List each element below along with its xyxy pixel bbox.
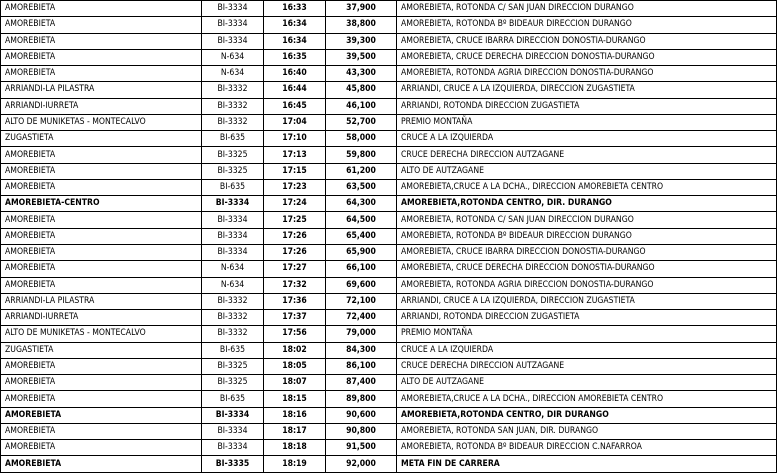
km-cell: 58,000	[326, 131, 397, 147]
place-cell: AMOREBIETA	[1, 66, 202, 82]
time-cell: 16:45	[264, 98, 326, 114]
table-row	[1, 423, 777, 439]
time-cell: 18:16	[264, 407, 326, 423]
table-row	[1, 293, 777, 309]
road-cell: BI-3334	[202, 196, 264, 212]
road-cell: BI-3332	[202, 326, 264, 342]
road-cell: BI-3334	[202, 244, 264, 260]
km-cell: 65,400	[326, 228, 397, 244]
place-cell: AMOREBIETA	[1, 49, 202, 65]
description-cell: PREMIO MONTAÑA	[397, 114, 777, 130]
time-cell: 17:23	[264, 179, 326, 195]
place-cell: AMOREBIETA	[1, 456, 202, 472]
time-cell: 16:34	[264, 17, 326, 33]
description-cell: AMOREBIETA, ROTONDA Bº BIDEAUR DIRECCION DURANGO	[397, 228, 777, 244]
place-cell: AMOREBIETA	[1, 147, 202, 163]
km-cell: 61,200	[326, 163, 397, 179]
place-cell: AMOREBIETA	[1, 407, 202, 423]
table-row	[1, 391, 777, 407]
road-cell: BI-3334	[202, 33, 264, 49]
road-cell: BI-3332	[202, 310, 264, 326]
road-cell: BI-635	[202, 342, 264, 358]
road-cell: BI-3332	[202, 98, 264, 114]
road-cell: BI-3334	[202, 228, 264, 244]
km-cell: 84,300	[326, 342, 397, 358]
description-cell: META FIN DE CARRERA	[397, 456, 777, 472]
table-row	[1, 98, 777, 114]
time-cell: 17:04	[264, 114, 326, 130]
place-cell: ARRIANDI-LA PILASTRA	[1, 293, 202, 309]
road-cell: BI-3325	[202, 375, 264, 391]
description-cell: PREMIO MONTAÑA	[397, 326, 777, 342]
description-cell: AMOREBIETA, ROTONDA AGRIA DIRECCION DONOSTIA-DURANGO	[397, 277, 777, 293]
place-cell: AMOREBIETA	[1, 358, 202, 374]
road-cell: BI-3332	[202, 293, 264, 309]
km-cell: 91,500	[326, 440, 397, 456]
road-cell: BI-3332	[202, 114, 264, 130]
time-cell: 18:17	[264, 423, 326, 439]
place-cell: ARRIANDI-IURRETA	[1, 310, 202, 326]
description-cell: AMOREBIETA, CRUCE IBARRA DIRECCION DONOSTIA-DURANGO	[397, 33, 777, 49]
description-cell: AMOREBIETA,ROTONDA CENTRO, DIR DURANGO	[397, 407, 777, 423]
road-cell: BI-635	[202, 131, 264, 147]
road-cell: BI-3334	[202, 17, 264, 33]
time-cell: 17:24	[264, 196, 326, 212]
time-cell: 17:37	[264, 310, 326, 326]
place-cell: ALTO DE MUNIKETAS - MONTECALVO	[1, 326, 202, 342]
km-cell: 64,300	[326, 196, 397, 212]
road-cell: BI-635	[202, 179, 264, 195]
km-cell: 86,100	[326, 358, 397, 374]
km-cell: 64,500	[326, 212, 397, 228]
road-cell: BI-3334	[202, 212, 264, 228]
km-cell: 79,000	[326, 326, 397, 342]
place-cell: AMOREBIETA-CENTRO	[1, 196, 202, 212]
road-cell: BI-3325	[202, 358, 264, 374]
table-row	[1, 163, 777, 179]
description-cell: AMOREBIETA, CRUCE DERECHA DIRECCION DONOSTIA-DURANGO	[397, 261, 777, 277]
road-cell: BI-3334	[202, 407, 264, 423]
road-cell: N-634	[202, 49, 264, 65]
place-cell: ARRIANDI-IURRETA	[1, 98, 202, 114]
description-cell: CRUCE A LA IZQUIERDA	[397, 131, 777, 147]
km-cell: 90,800	[326, 423, 397, 439]
description-cell: ALTO DE AUTZAGANE	[397, 163, 777, 179]
road-cell: BI-635	[202, 391, 264, 407]
description-cell: CRUCE DERECHA DIRECCION AUTZAGANE	[397, 358, 777, 374]
km-cell: 65,900	[326, 244, 397, 260]
table-row	[1, 196, 777, 212]
table-row	[1, 407, 777, 423]
road-cell: BI-3325	[202, 163, 264, 179]
table-row	[1, 277, 777, 293]
table-row	[1, 456, 777, 472]
road-cell: N-634	[202, 261, 264, 277]
time-cell: 17:32	[264, 277, 326, 293]
place-cell: ARRIANDI-LA PILASTRA	[1, 82, 202, 98]
time-cell: 18:07	[264, 375, 326, 391]
time-cell: 16:34	[264, 33, 326, 49]
time-cell: 17:10	[264, 131, 326, 147]
description-cell: AMOREBIETA, ROTONDA Bº BIDEAUR DIRECCION DURANGO	[397, 17, 777, 33]
km-cell: 52,700	[326, 114, 397, 130]
place-cell: ALTO DE MUNIKETAS - MONTECALVO	[1, 114, 202, 130]
table-row	[1, 212, 777, 228]
time-cell: 18:02	[264, 342, 326, 358]
time-cell: 16:33	[264, 1, 326, 17]
time-cell: 17:56	[264, 326, 326, 342]
road-cell: BI-3335	[202, 456, 264, 472]
table-row	[1, 358, 777, 374]
km-cell: 87,400	[326, 375, 397, 391]
table-row	[1, 66, 777, 82]
time-cell: 16:35	[264, 49, 326, 65]
route-table-body	[1, 1, 777, 473]
road-cell: BI-3334	[202, 1, 264, 17]
table-row	[1, 114, 777, 130]
table-row	[1, 261, 777, 277]
place-cell: AMOREBIETA	[1, 212, 202, 228]
table-row	[1, 147, 777, 163]
description-cell: CRUCE DERECHA DIRECCION AUTZAGANE	[397, 147, 777, 163]
description-cell: AMOREBIETA, CRUCE IBARRA DIRECCION DONOSTIA-DURANGO	[397, 244, 777, 260]
table-row	[1, 17, 777, 33]
place-cell: AMOREBIETA	[1, 33, 202, 49]
description-cell: ARRIANDI, CRUCE A LA IZQUIERDA, DIRECCION ZUGASTIETA	[397, 293, 777, 309]
table-row	[1, 1, 777, 17]
km-cell: 69,600	[326, 277, 397, 293]
km-cell: 39,500	[326, 49, 397, 65]
description-cell: AMOREBIETA,CRUCE A LA DCHA., DIRECCION AMOREBIETA CENTRO	[397, 179, 777, 195]
description-cell: AMOREBIETA, ROTONDA Bº BIDEAUR DIRECCION C.NAFARROA	[397, 440, 777, 456]
time-cell: 18:18	[264, 440, 326, 456]
description-cell: AMOREBIETA,ROTONDA CENTRO, DIR. DURANGO	[397, 196, 777, 212]
table-row	[1, 131, 777, 147]
time-cell: 17:25	[264, 212, 326, 228]
table-row	[1, 342, 777, 358]
km-cell: 39,300	[326, 33, 397, 49]
road-cell: BI-3325	[202, 147, 264, 163]
table-row	[1, 375, 777, 391]
km-cell: 45,800	[326, 82, 397, 98]
table-row	[1, 82, 777, 98]
time-cell: 18:05	[264, 358, 326, 374]
table-row	[1, 179, 777, 195]
description-cell: ARRIANDI, CRUCE A LA IZQUIERDA, DIRECCION ZUGASTIETA	[397, 82, 777, 98]
place-cell: AMOREBIETA	[1, 179, 202, 195]
description-cell: ALTO DE AUTZAGANE	[397, 375, 777, 391]
km-cell: 37,900	[326, 1, 397, 17]
place-cell: AMOREBIETA	[1, 17, 202, 33]
place-cell: AMOREBIETA	[1, 1, 202, 17]
place-cell: AMOREBIETA	[1, 391, 202, 407]
table-row	[1, 228, 777, 244]
description-cell: ARRIANDI, ROTONDA DIRECCION ZUGASTIETA	[397, 98, 777, 114]
description-cell: AMOREBIETA, ROTONDA C/ SAN JUAN DIRECCION DURANGO	[397, 1, 777, 17]
place-cell: AMOREBIETA	[1, 375, 202, 391]
km-cell: 59,800	[326, 147, 397, 163]
place-cell: AMOREBIETA	[1, 261, 202, 277]
km-cell: 63,500	[326, 179, 397, 195]
place-cell: AMOREBIETA	[1, 423, 202, 439]
km-cell: 46,100	[326, 98, 397, 114]
time-cell: 17:26	[264, 228, 326, 244]
time-cell: 16:40	[264, 66, 326, 82]
description-cell: AMOREBIETA, ROTONDA C/ SAN JUAN DIRECCION DURANGO	[397, 212, 777, 228]
table-row	[1, 244, 777, 260]
road-cell: BI-3334	[202, 423, 264, 439]
description-cell: CRUCE A LA IZQUIERDA	[397, 342, 777, 358]
description-cell: AMOREBIETA,CRUCE A LA DCHA., DIRECCION AMOREBIETA CENTRO	[397, 391, 777, 407]
km-cell: 66,100	[326, 261, 397, 277]
place-cell: ZUGASTIETA	[1, 131, 202, 147]
km-cell: 72,400	[326, 310, 397, 326]
place-cell: AMOREBIETA	[1, 244, 202, 260]
table-row	[1, 440, 777, 456]
place-cell: ZUGASTIETA	[1, 342, 202, 358]
table-row	[1, 310, 777, 326]
time-cell: 17:15	[264, 163, 326, 179]
time-cell: 17:13	[264, 147, 326, 163]
km-cell: 72,100	[326, 293, 397, 309]
description-cell: AMOREBIETA, CRUCE DERECHA DIRECCION DONOSTIA-DURANGO	[397, 49, 777, 65]
table-row	[1, 326, 777, 342]
table-row	[1, 49, 777, 65]
place-cell: AMOREBIETA	[1, 163, 202, 179]
table-row	[1, 33, 777, 49]
km-cell: 90,600	[326, 407, 397, 423]
time-cell: 17:36	[264, 293, 326, 309]
time-cell: 16:44	[264, 82, 326, 98]
km-cell: 89,800	[326, 391, 397, 407]
place-cell: AMOREBIETA	[1, 440, 202, 456]
time-cell: 17:26	[264, 244, 326, 260]
place-cell: AMOREBIETA	[1, 277, 202, 293]
time-cell: 17:27	[264, 261, 326, 277]
road-cell: N-634	[202, 66, 264, 82]
km-cell: 92,000	[326, 456, 397, 472]
place-cell: AMOREBIETA	[1, 228, 202, 244]
road-cell: BI-3332	[202, 82, 264, 98]
km-cell: 43,300	[326, 66, 397, 82]
description-cell: AMOREBIETA, ROTONDA SAN JUAN, DIR. DURANGO	[397, 423, 777, 439]
road-cell: BI-3334	[202, 440, 264, 456]
time-cell: 18:15	[264, 391, 326, 407]
km-cell: 38,800	[326, 17, 397, 33]
description-cell: AMOREBIETA, ROTONDA AGRIA DIRECCION DONOSTIA-DURANGO	[397, 66, 777, 82]
time-cell: 18:19	[264, 456, 326, 472]
description-cell: ARRIANDI, ROTONDA DIRECCION ZUGASTIETA	[397, 310, 777, 326]
road-cell: N-634	[202, 277, 264, 293]
